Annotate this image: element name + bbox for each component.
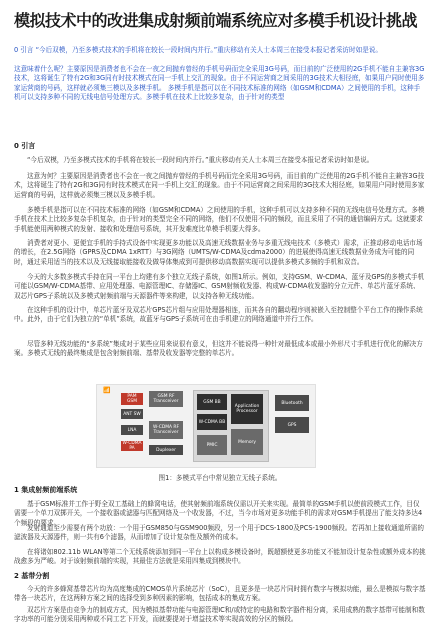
- intro-body-3: 多模手机是指可以在不同技术标准的网络（如GSM和CDMA）之间使用的手机，这种手机可以支持多种不同的无线电信号处理方式。多模手机在技术上比较多复杂手机复杂，由于针对的类型完全不同的网络，他们不仅使用不同的频段，而且采用了不同的通信编码方式。这就要求手机能使用两种模式的发射、接收和处理信号系统，其开发难度比单模手机要大得多。: [14, 206, 425, 233]
- figure-1-caption: 图1：多模式平台中常见独立无线子系统。: [158, 474, 282, 482]
- baseband-body-2: 双芯片方案是由竞争力的制成方式，因为模拟基带功能与电源管理IC和/或特定的电路和数字器件相分离，采用成熟的数字基带可能制和数字功率的可能分别采用两种或不同工艺下开发，而就要提对于增益技术等实现高效的分区的频段。: [14, 606, 425, 624]
- article-title: 模拟技术中的改进集成射频前端系统应对多模手机设计挑战: [14, 11, 418, 30]
- block-memory: Memory: [231, 429, 263, 455]
- intro-paragraph-2: 这意味着什么呢？主要原因是消费者也不会在一夜之间抛弃曾经的手机号码而完全采用3G号码，而目前的广泛使用的2G手机不能自主兼容3G技术，这将诞生了特有2G和3G同有时技术模式在同一手机上交汇的现象。由于不同运营商之间采用的3G技术大相径庭，如果用户同时使用多家运营商的号码，这样就必须集三模以及多模手机。 多模手机是指可以在不同技术标准的网络（如GSM和CDMA）之间使用的手机，这种手机可以支持多种不同的无线电信号处理方式。多模手机在技术上比较多复杂，由于针对的类型: [14, 65, 425, 102]
- block-gsm-rf: GSM RF Transceiver: [149, 391, 183, 407]
- intro-paragraph-1: 0 引言 “今后双模，乃至多模式技术的手机将在较长一段时间内并行。”重庆移动有关人士本周三在接受本报记者采访时如是说。: [14, 46, 382, 54]
- antenna-icon: 📶: [103, 387, 111, 394]
- section-heading-intro: 0 引言: [14, 142, 36, 150]
- block-antenna-switch: ANT SW: [121, 409, 143, 419]
- rf-frontend-body-2: 发射通道至少需要有两个功放：一个用于GSM850与GSM900频段，另一个用于DCS-1800及PCS-1900频段。若再加上接收通道所需的滤波器及天源器件，则一共有6个滤器，从而增加了设计复杂性及额外的成本。: [14, 524, 425, 542]
- intro-body-5: 今天的大多数多模式手持在同一平台上均建有多个独立无线子系统，如图1所示。例如，支持GSM、W-CDMA、蓝牙及GPS的多模式手机可能以GSM/W-CDMA基带、应用处理器、电源管理IC、存储器IC、GSM射频收发器、构成W-CDMA收发器的分立元件、单芯片蓝牙系统、双芯片GPS子系统以及多模式射频前端与天源器件等来构建，以支持各种无线功能。: [14, 273, 425, 300]
- block-gsm-bb: GSM BB: [197, 394, 227, 410]
- intro-body-2: 这意为何？主要原因是消费者也不会在一夜之间抛弃曾经的手机号码而完全采用3G号码，而目前的广泛使用的2G手机不能自主兼容3G技术，这将诞生了特有2G和3G同有时技术模式在同一手机上交汇的现象。由于不同运营商之间采用的3G技术大相径庭，如果用户同时使用多家运营商的号码，这样就必须集三模以及多模手机。: [14, 172, 425, 199]
- section-heading-rf-frontend: 1 集成射频前端系统: [14, 486, 78, 494]
- intro-body-1: “今后双模，乃至多模式技术的手机将在较长一段时间内并行。”重庆移动有关人士本周三在接受本报记者采访时如是说。: [27, 156, 374, 164]
- block-wcdma-bb: W-CDMA BB: [197, 414, 227, 430]
- block-wcdma-pa: W-CDMA PA: [122, 441, 142, 451]
- block-app-processor: Application Processor: [231, 394, 263, 424]
- block-duplexer: Duplexer: [149, 445, 183, 455]
- block-wcdma-rf: W-CDMA RF Transceiver: [149, 421, 183, 439]
- block-bluetooth: Bluetooth: [275, 395, 309, 411]
- intro-body-7: 尽管多种无线功能的“多系统”集成对于某些应用来说很有意义，但这并不能说得一种针对最低成本或最小外形尺寸手机进行优化的解决方案。多模式无线的最终集成是包含射频前端、基带及收发器等完整的单芯片。: [14, 340, 423, 358]
- block-pmic: PMIC: [197, 435, 227, 455]
- section-heading-baseband: 2 基带分割: [14, 572, 50, 580]
- rf-frontend-body-3: 在将诸如802.11b WLAN等第二个无线系统添加到同一平台上以构成多模设备时，既超额使更多功能又不能加设计复杂性或额外成本的挑战愈多为严峻。对于该射频前端的实现，其最佳方法就是采用四集成到模块中。: [14, 548, 426, 566]
- baseband-body-1: 今天的许多蜂窝基带芯片均为高度集成的CMOS单片系统芯片（SoC），且更多是一块芯片同时拥有数字与模拟功能，最么是模拟与数字基带各一块芯片，在这两种方案之间的选择受到多种因素的影响，包括成本的集成方案。: [14, 585, 426, 603]
- figure-1-block-diagram: [96, 384, 316, 468]
- block-lna: LNA: [121, 425, 143, 435]
- intro-body-4: 消费者对更小、更便宜手机的手持式设备中实现更多功能以及高速无线数据业务与多重无线电技术（多模式）需求，正推动移动电话市场的增长，在2.5G网络（GPRS及CDMA 1xRTT）与3G网络（UMTS/W-CDMA及cdma2000）的进展使得高速无线数据业务成为可能的同时，通过采用适当的技术以及无线接取能接收及做导体集成到可提供移动高数据实现可以提供多模式多频的手机和双音。: [14, 239, 423, 266]
- block-gps: GPS: [275, 417, 309, 433]
- intro-body-6: 在这种手机的设计中，单芯片蓝牙及双芯片GPS芯片组与应用处理器相连，而其各自的翻动程序则被嵌入至控制整个平台工作的操作系统中。此外，由于它们为独立的“单机”系统，故蓝牙与GPS子系统可在由手机建立的网络通道中并行工作。: [14, 306, 423, 324]
- rf-frontend-body-1: 基于GSM标准并工作于野全双工基础上的蜂窝电话，使其射频前端系统仅需以开关来实现。最简单的GSM手机以使前段模式工作，目仅需要一个单刀双掷开关，一个接收器或滤器与匹配网络及一个收发器，不过，当今市场对更多功能手机的需求对GSM手机提出了能支持多达4个频段的要求。: [14, 500, 423, 527]
- block-pam-gsm: PAM GSM: [121, 393, 143, 405]
